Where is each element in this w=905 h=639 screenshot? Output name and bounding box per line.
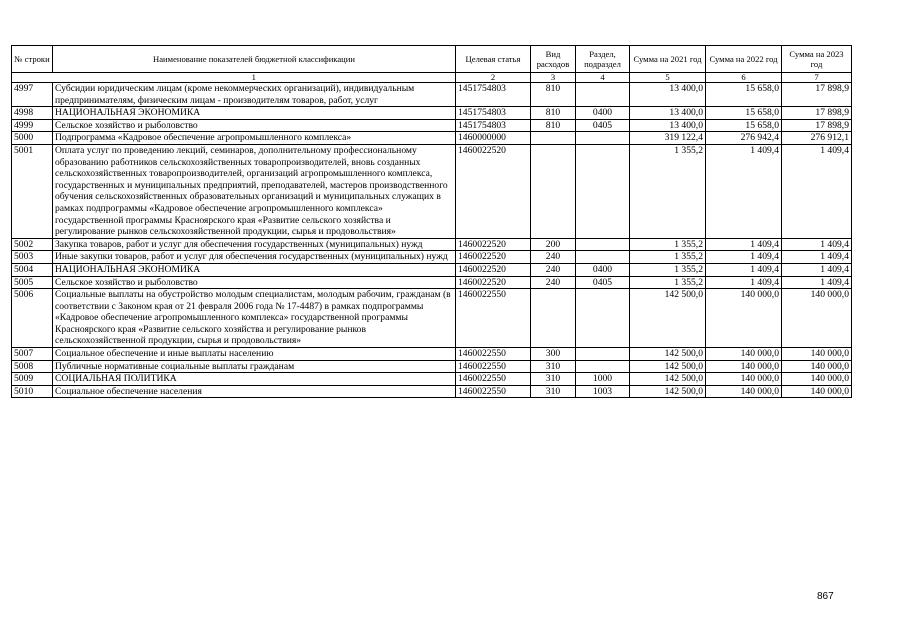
row-number-cell: 5001 (12, 144, 53, 238)
sum-2023-cell: 140 000,0 (782, 385, 852, 398)
target-article-cell: 1460022550 (456, 348, 531, 361)
column-number: 6 (706, 73, 782, 83)
section-cell (576, 83, 630, 107)
table-row (12, 107, 852, 120)
section-cell (576, 132, 630, 145)
sum-2022-cell: 1 409,4 (706, 263, 782, 276)
row-number-cell: 5010 (12, 385, 53, 398)
row-number-cell: 5002 (12, 238, 53, 251)
target-article-cell: 1460022550 (456, 373, 531, 386)
indicator-name-cell: НАЦИОНАЛЬНАЯ ЭКОНОМИКА (53, 107, 456, 120)
expense-kind-cell: 240 (531, 276, 576, 289)
expense-kind-cell: 810 (531, 107, 576, 120)
indicator-name-cell: Иные закупки товаров, работ и услуг для обеспечения государственных (муниципальных) нужд (53, 251, 456, 264)
expense-kind-cell: 810 (531, 83, 576, 107)
sum-2022-cell: 1 409,4 (706, 144, 782, 238)
sum-2021-cell: 1 355,2 (630, 276, 706, 289)
header-indicator-name: Наименование показателей бюджетной классификации (53, 46, 456, 73)
sum-2021-cell: 142 500,0 (630, 373, 706, 386)
expense-kind-cell: 240 (531, 263, 576, 276)
sum-2023-cell: 1 409,4 (782, 263, 852, 276)
target-article-cell: 1451754803 (456, 107, 531, 120)
sum-2023-cell: 1 409,4 (782, 144, 852, 238)
expense-kind-cell: 240 (531, 251, 576, 264)
sum-2023-cell: 140 000,0 (782, 289, 852, 348)
table-row (12, 373, 852, 386)
column-number: 2 (456, 73, 531, 83)
sum-2021-cell: 142 500,0 (630, 360, 706, 373)
budget-table (11, 45, 852, 398)
target-article-cell: 1460022550 (456, 360, 531, 373)
column-number: 3 (531, 73, 576, 83)
sum-2023-cell: 1 409,4 (782, 276, 852, 289)
expense-kind-cell: 300 (531, 348, 576, 361)
sum-2021-cell: 142 500,0 (630, 289, 706, 348)
header-sum-2021: Сумма на 2021 год (630, 46, 706, 73)
table-row (12, 289, 852, 348)
indicator-name-cell: Подпрограмма «Кадровое обеспечение агропромышленного комплекса» (53, 132, 456, 145)
sum-2022-cell: 15 658,0 (706, 83, 782, 107)
sum-2022-cell: 140 000,0 (706, 348, 782, 361)
row-number-cell: 5003 (12, 251, 53, 264)
expense-kind-cell: 310 (531, 385, 576, 398)
header-target-article: Целевая статья (456, 46, 531, 73)
sum-2022-cell: 276 942,4 (706, 132, 782, 145)
sum-2021-cell: 13 400,0 (630, 107, 706, 120)
expense-kind-cell (531, 144, 576, 238)
table-row (12, 385, 852, 398)
indicator-name-cell: НАЦИОНАЛЬНАЯ ЭКОНОМИКА (53, 263, 456, 276)
target-article-cell: 1451754803 (456, 119, 531, 132)
sum-2023-cell: 140 000,0 (782, 348, 852, 361)
indicator-name-cell: Оплата услуг по проведению лекций, семинаров, дополнительному профессиональному образованию работников сельскохозяйственных товаропроизводителей, вновь созданных сельскохозяйственных товаропроизводителей, организаций агропромышленного комплекса, государственных и муниципальных предприятий, преподавателей, мастеров производственного обучения сельскохозяйственных образовательных организаций и муниципальных служащих в рамках подпрограммы «Кадровое обеспечение агропромышленного комплекса» государственной программы Красноярского края «Развитие сельского хозяйства и регулирование рынков сельскохозяйственной продукции, сырья и продовольствия» (53, 144, 456, 238)
table-row (12, 132, 852, 145)
row-number-cell: 5007 (12, 348, 53, 361)
section-cell (576, 251, 630, 264)
indicator-name-cell: СОЦИАЛЬНАЯ ПОЛИТИКА (53, 373, 456, 386)
row-number-cell: 4999 (12, 119, 53, 132)
row-number-cell: 5000 (12, 132, 53, 145)
indicator-name-cell: Социальное обеспечение населения (53, 385, 456, 398)
section-cell (576, 144, 630, 238)
column-number: 5 (630, 73, 706, 83)
sum-2022-cell: 1 409,4 (706, 251, 782, 264)
sum-2022-cell: 1 409,4 (706, 238, 782, 251)
indicator-name-cell: Сельское хозяйство и рыболовство (53, 119, 456, 132)
sum-2022-cell: 140 000,0 (706, 289, 782, 348)
sum-2022-cell: 15 658,0 (706, 119, 782, 132)
sum-2023-cell: 140 000,0 (782, 360, 852, 373)
sum-2021-cell: 319 122,4 (630, 132, 706, 145)
row-number-cell: 5006 (12, 289, 53, 348)
sum-2023-cell: 1 409,4 (782, 251, 852, 264)
table-row (12, 348, 852, 361)
indicator-name-cell: Сельское хозяйство и рыболовство (53, 276, 456, 289)
target-article-cell: 1460022520 (456, 263, 531, 276)
page-number: 867 (817, 591, 834, 602)
sum-2021-cell: 1 355,2 (630, 263, 706, 276)
sum-2022-cell: 140 000,0 (706, 373, 782, 386)
expense-kind-cell: 200 (531, 238, 576, 251)
expense-kind-cell (531, 132, 576, 145)
sum-2021-cell: 142 500,0 (630, 385, 706, 398)
sum-2023-cell: 276 912,1 (782, 132, 852, 145)
column-number: 4 (576, 73, 630, 83)
sum-2022-cell: 140 000,0 (706, 385, 782, 398)
target-article-cell: 1451754803 (456, 83, 531, 107)
row-number-cell: 5008 (12, 360, 53, 373)
target-article-cell: 1460022550 (456, 385, 531, 398)
header-expense-kind: Вид расходов (531, 46, 576, 73)
target-article-cell: 1460022520 (456, 276, 531, 289)
section-cell: 0405 (576, 276, 630, 289)
sum-2023-cell: 17 898,9 (782, 83, 852, 107)
expense-kind-cell: 810 (531, 119, 576, 132)
header-row (12, 46, 852, 73)
row-number-cell: 5009 (12, 373, 53, 386)
indicator-name-cell: Публичные нормативные социальные выплаты гражданам (53, 360, 456, 373)
table-row (12, 83, 852, 107)
sum-2023-cell: 1 409,4 (782, 238, 852, 251)
column-number-row (12, 73, 852, 83)
table-row (12, 238, 852, 251)
target-article-cell: 1460022520 (456, 144, 531, 238)
section-cell (576, 360, 630, 373)
row-number-cell: 5004 (12, 263, 53, 276)
table-body (12, 83, 852, 398)
header-sum-2022: Сумма на 2022 год (706, 46, 782, 73)
section-cell: 1000 (576, 373, 630, 386)
table-row (12, 263, 852, 276)
section-cell: 0400 (576, 107, 630, 120)
section-cell (576, 238, 630, 251)
target-article-cell: 1460022520 (456, 238, 531, 251)
table-row (12, 144, 852, 238)
sum-2022-cell: 1 409,4 (706, 276, 782, 289)
column-number: 7 (782, 73, 852, 83)
sum-2022-cell: 140 000,0 (706, 360, 782, 373)
target-article-cell: 1460000000 (456, 132, 531, 145)
section-cell (576, 348, 630, 361)
sum-2023-cell: 17 898,9 (782, 107, 852, 120)
section-cell: 0405 (576, 119, 630, 132)
header-sum-2023: Сумма на 2023 год (782, 46, 852, 73)
target-article-cell: 1460022520 (456, 251, 531, 264)
sum-2022-cell: 15 658,0 (706, 107, 782, 120)
section-cell: 0400 (576, 263, 630, 276)
sum-2021-cell: 142 500,0 (630, 348, 706, 361)
indicator-name-cell: Социальные выплаты на обустройство молодым специалистам, молодым рабочим, гражданам (в соответствии с Законом края от 21 февраля 2006 года № 17-4487) в рамках подпрограммы «Кадровое обеспечение агропромышленного комплекса» государственной программы Красноярского края «Развитие сельского хозяйства и регулирование рынков сельскохозяйственной продукции, сырья и продовольствия» (53, 289, 456, 348)
sum-2023-cell: 17 898,9 (782, 119, 852, 132)
expense-kind-cell: 310 (531, 360, 576, 373)
row-number-cell: 4997 (12, 83, 53, 107)
sum-2021-cell: 1 355,2 (630, 251, 706, 264)
expense-kind-cell: 310 (531, 373, 576, 386)
table-row (12, 119, 852, 132)
sum-2021-cell: 13 400,0 (630, 119, 706, 132)
sum-2021-cell: 1 355,2 (630, 238, 706, 251)
sum-2021-cell: 1 355,2 (630, 144, 706, 238)
table-row (12, 360, 852, 373)
header-row-number: № строки (12, 46, 53, 73)
section-cell: 1003 (576, 385, 630, 398)
indicator-name-cell: Закупка товаров, работ и услуг для обеспечения государственных (муниципальных) нужд (53, 238, 456, 251)
section-cell (576, 289, 630, 348)
indicator-name-cell: Социальное обеспечение и иные выплаты населению (53, 348, 456, 361)
indicator-name-cell: Субсидии юридическим лицам (кроме некоммерческих организаций), индивидуальным предпринимателям, физическим лицам - производителям товаров, работ, услуг (53, 83, 456, 107)
sum-2023-cell: 140 000,0 (782, 373, 852, 386)
target-article-cell: 1460022550 (456, 289, 531, 348)
column-number: 1 (53, 73, 456, 83)
sum-2021-cell: 13 400,0 (630, 83, 706, 107)
header-section: Раздел, подраздел (576, 46, 630, 73)
table-row (12, 251, 852, 264)
row-number-cell: 5005 (12, 276, 53, 289)
expense-kind-cell (531, 289, 576, 348)
row-number-cell: 4998 (12, 107, 53, 120)
table-row (12, 276, 852, 289)
